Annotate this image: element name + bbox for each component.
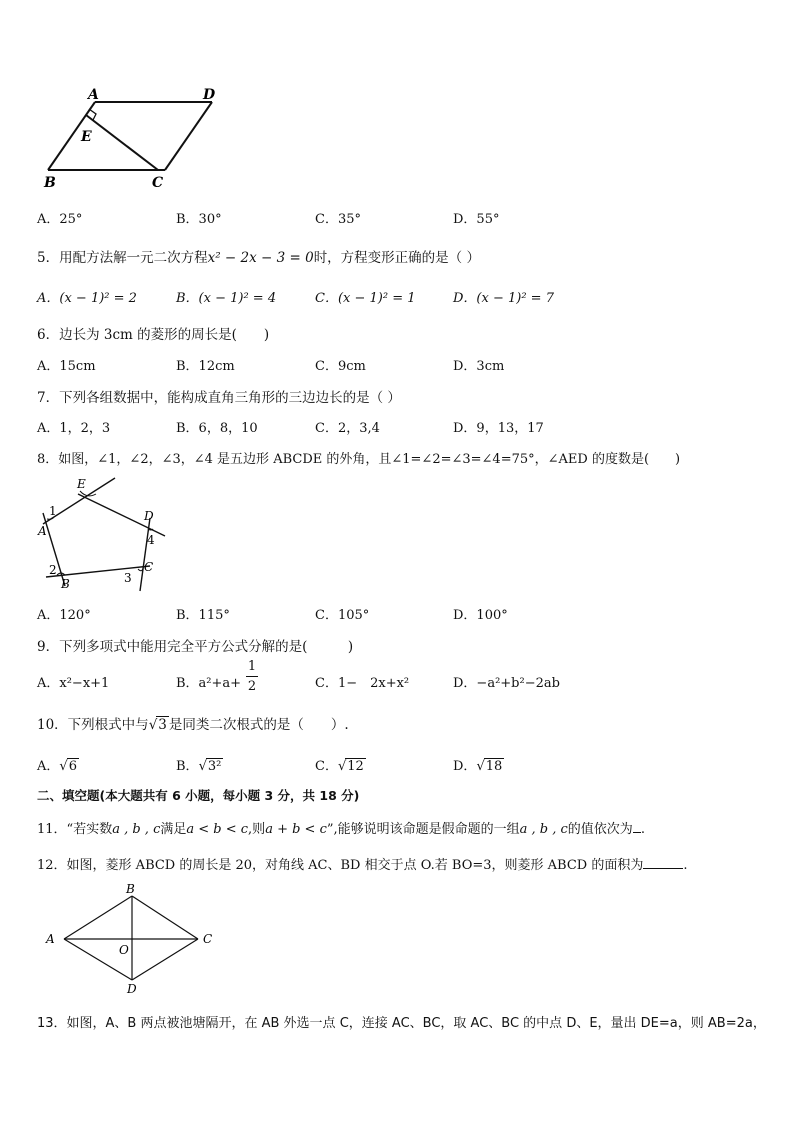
label-C: C	[203, 932, 213, 946]
q10-suffix: 是同类二次根式的是（ ）.	[168, 717, 349, 733]
q6-option-b[interactable]: B．12cm	[176, 359, 235, 374]
q11-stem: 11．“若实数a , b , c满足a < b < c,则a + b < c”,能够说明该命题是假命题的一组a , b , c的值依次为 .	[37, 822, 645, 837]
q9-option-a[interactable]: A．x²−x+1	[37, 676, 110, 691]
label-E: E	[81, 129, 92, 145]
q7-stem: 7．下列各组数据中，能构成直角三角形的三边边长的是（ ）	[37, 390, 401, 406]
pentagon-figure	[30, 474, 170, 596]
q4-option-c[interactable]: C．35°	[315, 212, 361, 227]
q7-option-d[interactable]: D．9，13，17	[453, 421, 544, 436]
label-A: A	[38, 524, 47, 538]
q6-option-a[interactable]: A．15cm	[37, 359, 96, 374]
rhombus-figure	[40, 882, 230, 997]
label-D: D	[127, 982, 137, 996]
q10-option-a[interactable]: A．√6	[37, 759, 77, 774]
label-D: D	[203, 87, 216, 103]
q5-option-d[interactable]: D．(x − 1)² = 7	[453, 291, 554, 306]
q10-stem	[37, 713, 349, 733]
q8-option-d[interactable]: D．100°	[453, 608, 508, 623]
label-B: B	[44, 175, 56, 191]
q10-radical: √3	[148, 717, 167, 733]
label-D: D	[144, 509, 154, 523]
q12-stem: 12．如图，菱形 ABCD 的周长是 20，对角线 AC、BD 相交于点 O.若 BO=3，则菱形 ABCD 的面积为 .	[37, 858, 688, 873]
q10-option-b[interactable]: B．√3²	[176, 759, 222, 774]
parallelogram-figure	[40, 84, 250, 194]
q9-option-c[interactable]: C．1− 2x+x²	[315, 676, 410, 691]
q4-option-d[interactable]: D．55°	[453, 212, 500, 227]
q10-option-c[interactable]: C．√12	[315, 759, 364, 774]
q9-fraction-denominator: 2	[247, 679, 257, 694]
q9-option-b-text: B．a²+a+	[176, 676, 242, 691]
label-O: O	[119, 943, 129, 957]
label-C: C	[144, 560, 154, 574]
q8-option-c[interactable]: C．105°	[315, 608, 370, 623]
label-A: A	[46, 932, 55, 946]
label-A: A	[88, 87, 99, 103]
q5-option-a[interactable]: A．(x − 1)² = 2	[37, 291, 137, 306]
q7-option-b[interactable]: B．6，8，10	[176, 421, 258, 436]
angle-3-label: 3	[124, 571, 132, 585]
q4-option-a[interactable]: A．25°	[37, 212, 83, 227]
q10-option-d[interactable]: D．√18	[453, 759, 503, 774]
q4-option-b[interactable]: B．30°	[176, 212, 222, 227]
q8-option-a[interactable]: A．120°	[37, 608, 91, 623]
q11-answer-blank[interactable]	[633, 820, 641, 833]
q8-option-b[interactable]: B．115°	[176, 608, 230, 623]
q8-stem: 8．如图，∠1，∠2，∠3，∠4 是五边形 ABCDE 的外角，且∠1=∠2=∠3=∠4=75°，∠AED 的度数是( )	[37, 452, 681, 467]
q5-prefix: 5．用配方法解一元二次方程	[37, 250, 208, 266]
label-B: B	[126, 882, 135, 896]
q7-option-a[interactable]: A．1，2，3	[37, 421, 111, 436]
section-2-title: 二、填空题(本大题共有 6 小题，每小题 3 分，共 18 分)	[37, 788, 360, 803]
q9-option-b[interactable]	[176, 672, 241, 691]
q9-fraction	[246, 659, 258, 694]
q6-stem: 6．边长为 3cm 的菱形的周长是( )	[37, 327, 270, 343]
angle-4-label: 4	[147, 533, 155, 547]
q9-stem: 9．下列多项式中能用完全平方公式分解的是( )	[37, 639, 354, 655]
label-E: E	[77, 477, 86, 491]
q6-option-d[interactable]: D．3cm	[453, 359, 505, 374]
q5-option-c[interactable]: C．(x − 1)² = 1	[315, 291, 416, 306]
q9-option-d[interactable]: D．−a²+b²−2ab	[453, 676, 560, 691]
angle-1-label: 1	[49, 504, 57, 518]
q5-equation: x² − 2x − 3 = 0	[207, 250, 314, 266]
q7-option-c[interactable]: C．2，3,4	[315, 421, 380, 436]
label-B: B	[61, 577, 70, 591]
q5-option-b[interactable]: B．(x − 1)² = 4	[176, 291, 277, 306]
angle-2-label: 2	[49, 563, 57, 577]
q5-suffix: 时，方程变形正确的是（ ）	[313, 250, 480, 266]
label-C: C	[152, 175, 164, 191]
q9-fraction-numerator: 1	[247, 659, 257, 674]
q13-stem: 13．如图，A、B 两点被池塘隔开，在 AB 外选一点 C，连接 AC、BC，取 AC、BC 的中点 D、E，量出 DE=a，则 AB=2a，	[37, 1016, 766, 1031]
q12-answer-blank[interactable]	[643, 856, 683, 869]
q5-stem	[37, 246, 480, 266]
q10-prefix: 10．下列根式中与	[37, 717, 149, 733]
q6-option-c[interactable]: C．9cm	[315, 359, 366, 374]
